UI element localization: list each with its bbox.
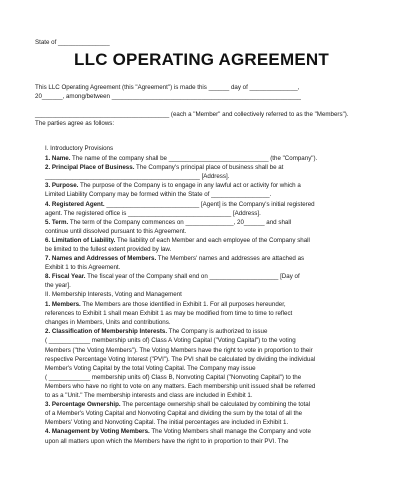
provision-text: the year].: [45, 282, 71, 290]
provision-continuation: [45, 227, 380, 236]
provision-label: 3. Purpose.: [45, 182, 79, 190]
intro-line: 20______, among/between _______________________________________________________: [35, 93, 301, 101]
provision-continuation: [45, 391, 380, 400]
section-heading: I. Introductory Provisions: [45, 145, 114, 152]
provision-continuation: [45, 382, 380, 391]
provision-label: 2. Classification of Membership Interests.: [45, 328, 168, 336]
provision-item: [45, 254, 380, 263]
provision-item: [45, 427, 380, 436]
provision-item: [45, 300, 380, 309]
provision-continuation: [45, 346, 380, 355]
provision-continuation: [45, 309, 380, 318]
provision-label: 2. Principal Place of Business.: [45, 164, 135, 172]
provision-item: [45, 272, 380, 281]
provision-text: Member's Voting Capital by the total Voting Capital. The Company may issue: [45, 364, 256, 372]
provision-text: of a Member's Voting Capital and Nonvoting Capital and dividing the sum by the total of all the: [45, 410, 303, 418]
provision-continuation: [45, 263, 380, 272]
provision-continuation: [45, 336, 380, 345]
provision-label: 3. Percentage Ownership.: [45, 401, 121, 409]
provision-text: changes in Members, Units and contributions.: [45, 319, 171, 327]
provision-continuation: [45, 245, 380, 254]
provision-item: [45, 163, 380, 172]
intro-line: This LLC Operating Agreement (this "Agreement") is made this ______ day of ______________,: [35, 84, 300, 91]
intro-line: The parties agree as follows:: [35, 119, 115, 127]
provision-item: [45, 218, 380, 227]
provision-text: ( ____________ membership units of) Class B, Nonvoting Capital ("Nonvoting Capital") to the: [45, 373, 302, 381]
provision-label: 8. Fiscal Year.: [45, 273, 86, 281]
provision-text: The percentage ownership shall be calculated by combining the total: [120, 401, 311, 409]
provision-text: to as a "Unit." The membership interests and class are included in Exhibit 1.: [45, 392, 253, 400]
provision-continuation: [45, 437, 380, 446]
provision-text: _____________________________________________ [Address].: [45, 173, 230, 181]
provision-text: The liability of each Member and each employee of the Company shall: [115, 236, 310, 244]
provision-label: 4. Management by Voting Members.: [45, 428, 150, 436]
provision-item: [45, 154, 380, 163]
provision-label: 1. Members.: [45, 301, 81, 309]
provision-continuation: [45, 209, 380, 218]
provision-text: be limited to the fullest extent provided by law.: [45, 246, 172, 254]
provision-text: The term of the Company commences on ______________, 20______ and shall: [68, 218, 292, 226]
provision-text: The fiscal year of the Company shall end on ____________________ [Day of: [85, 273, 300, 281]
provision-continuation: [45, 409, 380, 418]
provision-item: [45, 400, 380, 409]
provision-text: The Company's principal place of business shall be at: [134, 164, 284, 172]
intro-line: _______________________________________ (each a "Member" and collectively referred to as the "Members").: [35, 110, 349, 118]
provision-label: 1. Name.: [45, 155, 71, 163]
intro-paragraph: [35, 83, 380, 128]
provision-text: Members' Voting and Nonvoting Capital. The initial percentages are included in Exhibit 1.: [45, 419, 289, 427]
provision-text: respective Percentage Voting Interest ("PVI"). The PVI shall be calculated by dividing the individual: [45, 355, 316, 363]
provision-text: upon all matters upon which the Members have the right to in proportion to their PVI. The: [45, 437, 289, 445]
section-heading: II. Membership Interests, Voting and Management: [45, 291, 182, 298]
provision-text: references to Exhibit 1 shall mean Exhibit 1 as may be modified from time to time to reflect: [45, 310, 293, 318]
provision-text: The Company is authorized to issue: [167, 328, 268, 336]
provision-continuation: [45, 418, 380, 427]
provision-text: Members ("the Voting Members"). The Voting Members have the right to vote in proportion to their: [45, 346, 313, 354]
provision-text: The purpose of the Company is to engage in any lawful act or activity for which a: [78, 182, 301, 190]
provision-item: [45, 200, 380, 209]
provision-text: continue until dissolved pursuant to this Agreement.: [45, 227, 187, 235]
provision-text: ( ____________ membership units of) Class A Voting Capital ("Voting Capital") to the voting: [45, 337, 296, 345]
section-membership-interests: [35, 290, 380, 446]
provision-text: Members who have no right to vote on any matters. Each membership unit issued shall be referred: [45, 382, 316, 390]
provision-text: agent. The registered office is ______________________________ [Address].: [45, 209, 261, 217]
provision-label: 5. Term.: [45, 218, 69, 226]
state-of-line: State of _______________: [35, 39, 110, 46]
provision-item: [45, 327, 380, 336]
provision-continuation: [45, 172, 380, 181]
provision-text: The name of the company shall be _____________________________ (the "Company").: [70, 155, 318, 163]
provision-continuation: [45, 364, 380, 373]
provision-item: [45, 181, 380, 190]
provision-continuation: [45, 355, 380, 364]
provision-label: 4. Registered Agent.: [45, 200, 105, 208]
provision-continuation: [45, 373, 380, 382]
provision-text: The Voting Members shall manage the Company and vote: [149, 428, 311, 436]
provision-label: 7. Names and Addresses of Members.: [45, 255, 157, 263]
provision-label: 6. Limitation of Liability.: [45, 236, 116, 244]
section-introductory-provisions: [35, 144, 380, 291]
provision-text: ___________________________ [Agent] is the Company's initial registered: [104, 200, 315, 208]
provision-item: [45, 236, 380, 245]
provision-text: Limited Liability Company may be formed within the State of _________________.: [45, 191, 272, 199]
document-title: LLC OPERATING AGREEMENT: [74, 50, 329, 69]
provision-continuation: [45, 318, 380, 327]
provision-text: The Members are those identified in Exhibit 1. For all purposes hereunder,: [80, 301, 286, 309]
provision-text: Exhibit 1 to this Agreement.: [45, 264, 121, 272]
provision-continuation: [45, 190, 380, 199]
provision-text: The Members' names and addresses are attached as: [156, 255, 305, 263]
